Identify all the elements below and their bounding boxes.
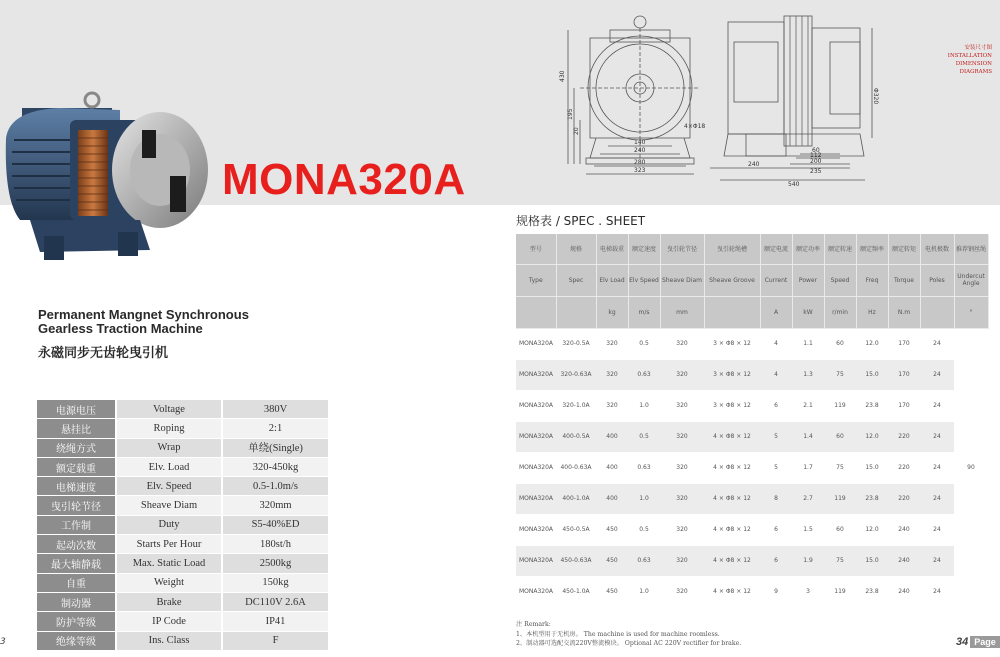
sheet-cell: 4 × Φ8 × 12 [704, 421, 760, 452]
dim-text: 540 [788, 181, 800, 188]
sheet-cell: 5 [760, 421, 792, 452]
sheet-cell: 320 [596, 359, 628, 390]
spec-row [37, 593, 328, 612]
sheet-cell: 24 [920, 359, 954, 390]
dim-text: 195 [567, 108, 574, 120]
spec-en: Sheave Diam [117, 496, 221, 515]
subtitle-line: Permanent Mangnet Synchronous [38, 307, 249, 322]
spec-en: Elv. Load [117, 458, 221, 477]
spec-val: 单绕(Single) [223, 439, 328, 458]
sheet-cell: 15.0 [856, 545, 888, 576]
spec-en: Duty [117, 516, 221, 535]
sheet-row [516, 514, 988, 545]
sheet-cell: MONA320A [516, 576, 556, 607]
sheet-cell: 320-1.0A [556, 390, 596, 421]
sheet-cell: 1.0 [628, 483, 660, 514]
sheet-header-cell: Power [792, 264, 824, 296]
spec-en: Weight [117, 574, 221, 593]
sheet-cell: 240 [888, 514, 920, 545]
sheet-cell: MONA320A [516, 390, 556, 421]
sheet-cell: 23.8 [856, 576, 888, 607]
sheet-cell: 75 [824, 452, 856, 483]
sheet-row [516, 421, 988, 452]
sheet-cell: 0.63 [628, 452, 660, 483]
sheet-cell: 320 [660, 421, 704, 452]
dim-text: 4×Φ18 [684, 123, 706, 130]
sheet-cell: 170 [888, 359, 920, 390]
sheet-cell: 24 [920, 421, 954, 452]
sheet-cell: 15.0 [856, 452, 888, 483]
sheet-header-cell: A [760, 296, 792, 328]
sheet-cell: 119 [824, 483, 856, 514]
sheet-row [516, 545, 988, 576]
spec-cn: 绝缘等级 [37, 632, 115, 651]
drawing-note-cn: 安装尺寸图 [964, 45, 992, 51]
sheet-cell: 12.0 [856, 328, 888, 359]
sheet-header-cell: 规格 [556, 234, 596, 264]
spec-en: IP Code [117, 612, 221, 631]
spec-en: Ins. Class [117, 632, 221, 651]
sheet-cell: 0.63 [628, 359, 660, 390]
spec-row [37, 477, 328, 496]
sheet-cell: 220 [888, 421, 920, 452]
sheet-cell: 170 [888, 390, 920, 421]
spec-cn: 额定载重 [37, 458, 115, 477]
sheet-cell: 6 [760, 390, 792, 421]
sheet-cell: 24 [920, 514, 954, 545]
sheet-cell: 450 [596, 576, 628, 607]
spec-list [37, 400, 328, 651]
sheet-header-cell: kg [596, 296, 628, 328]
spec-row [37, 535, 328, 554]
sheet-cell: 0.5 [628, 514, 660, 545]
model-title: MONA320A [222, 155, 466, 204]
drawing-note-en: INSTALLATION DIMENSION [947, 53, 992, 67]
sheet-cell: 119 [824, 390, 856, 421]
sheet-header-cell: N.m [888, 296, 920, 328]
sheet-cell: 320 [660, 545, 704, 576]
sheet-cell: 6 [760, 545, 792, 576]
sheet-cell: 15.0 [856, 359, 888, 390]
undercut-angle-value: 90 [954, 328, 988, 607]
sheet-header-cell: 额定速度 [628, 234, 660, 264]
spec-row [37, 554, 328, 573]
sheet-cell: 75 [824, 545, 856, 576]
sheet-header-cell: Spec [556, 264, 596, 296]
sheet-header-cell: 曳引轮绳槽 [704, 234, 760, 264]
sheet-header-cell: Torque [888, 264, 920, 296]
spec-row [37, 496, 328, 515]
drawing-note [918, 44, 992, 76]
spec-cn: 制动器 [37, 593, 115, 612]
sheet-cell: 23.8 [856, 483, 888, 514]
sheet-row [516, 390, 988, 421]
sheet-header-cell [920, 296, 954, 328]
dim-text: 112 [810, 152, 822, 159]
sheet-header-cell: 额定频率 [856, 234, 888, 264]
sheet-header-cell: 曳引轮节径 [660, 234, 704, 264]
sheet-cell: 320 [596, 328, 628, 359]
sheet-cell: 4 × Φ8 × 12 [704, 545, 760, 576]
spec-en: Roping [117, 419, 221, 438]
sheet-cell: 4 [760, 359, 792, 390]
sheet-header-cell: 额定转矩 [888, 234, 920, 264]
sheet-header-cell: m/s [628, 296, 660, 328]
sheet-cell: 6 [760, 514, 792, 545]
remark-line: 2、制动器可选配交流220V整流模块。 Optional AC 220V rectifier for brake. [516, 640, 742, 647]
sheet-header-cell: Sheave Groove [704, 264, 760, 296]
spec-en: Starts Per Hour [117, 535, 221, 554]
sheet-header-row [516, 234, 988, 264]
sheet-cell: 400 [596, 421, 628, 452]
page-number-left: 3 [0, 637, 6, 647]
sheet-cell: 400-0.63A [556, 452, 596, 483]
spec-en: Voltage [117, 400, 221, 419]
spec-cn: 最大轴静载 [37, 554, 115, 573]
sheet-cell: 0.5 [628, 421, 660, 452]
sheet-header-cell: Speed [824, 264, 856, 296]
spec-val: 320-450kg [223, 458, 328, 477]
spec-en: Max. Static Load [117, 554, 221, 573]
dim-text: 60 [812, 147, 820, 154]
sheet-header-cell: Type [516, 264, 556, 296]
spec-val: 180st/h [223, 535, 328, 554]
spec-val: F [223, 632, 328, 651]
sheet-header-cell: 电机极数 [920, 234, 954, 264]
sheet-cell: 119 [824, 576, 856, 607]
sheet-cell: 24 [920, 576, 954, 607]
dim-text: 140 [634, 139, 646, 146]
sheet-cell: 4 × Φ8 × 12 [704, 576, 760, 607]
sheet-cell: 4 [760, 328, 792, 359]
dim-text: 200 [810, 158, 822, 165]
sheet-cell: 450-1.0A [556, 576, 596, 607]
sheet-cell: 1.5 [792, 514, 824, 545]
sheet-cell: 320-0.63A [556, 359, 596, 390]
product-subtitle-cn: 永磁同步无齿轮曳引机 [38, 346, 169, 361]
sheet-cell: 220 [888, 483, 920, 514]
motor-illustration [0, 80, 215, 265]
spec-en: Brake [117, 593, 221, 612]
sheet-header-cell [556, 296, 596, 328]
remark-line: 1、本机型用于无机房。 The machine is used for machine roomless. [516, 630, 720, 638]
page-number-right [956, 636, 1000, 648]
spec-cn: 曳引轮节径 [37, 496, 115, 515]
spec-cn: 悬挂比 [37, 419, 115, 438]
sheet-cell: 320-0.5A [556, 328, 596, 359]
sheet-header-cell: Current [760, 264, 792, 296]
spec-cn: 自重 [37, 574, 115, 593]
dim-text: Φ320 [872, 88, 879, 105]
page-word: Page [970, 636, 1000, 648]
sheet-cell: 1.9 [792, 545, 824, 576]
sheet-header-cell: Hz [856, 296, 888, 328]
sheet-cell: 75 [824, 359, 856, 390]
sheet-cell: 320 [596, 390, 628, 421]
spec-row [37, 516, 328, 535]
sheet-cell: 1.0 [628, 576, 660, 607]
dim-text: 280 [634, 159, 646, 166]
spec-cn: 防护等级 [37, 612, 115, 631]
sheet-cell: 450-0.63A [556, 545, 596, 576]
sheet-row [516, 452, 988, 483]
sheet-header-cell: 电梯载重 [596, 234, 628, 264]
sheet-header-cell: ° [954, 296, 988, 328]
sheet-cell: 240 [888, 545, 920, 576]
spec-row [37, 574, 328, 593]
sheet-cell: 24 [920, 328, 954, 359]
sheet-cell: MONA320A [516, 359, 556, 390]
remark [516, 620, 741, 649]
spec-row [37, 612, 328, 631]
sheet-cell: 320 [660, 483, 704, 514]
sheet-cell: 2.1 [792, 390, 824, 421]
spec-val: 380V [223, 400, 328, 419]
sheet-cell: 4 × Φ8 × 12 [704, 514, 760, 545]
sheet-cell: 240 [888, 576, 920, 607]
sheet-cell: 320 [660, 452, 704, 483]
sheet-header-cell [704, 296, 760, 328]
sheet-cell: 400 [596, 483, 628, 514]
dim-text: 235 [810, 168, 822, 175]
spec-row [37, 419, 328, 438]
sheet-header-cell: r/min [824, 296, 856, 328]
sheet-header-cell: Sheave Diam [660, 264, 704, 296]
sheet-cell: MONA320A [516, 328, 556, 359]
spec-cn: 电源电压 [37, 400, 115, 419]
sheet-cell: 3 [792, 576, 824, 607]
drawing-note-en: DIAGRAMS [959, 69, 992, 75]
sheet-cell: 4 × Φ8 × 12 [704, 452, 760, 483]
sheet-cell: 400 [596, 452, 628, 483]
sheet-cell: 60 [824, 328, 856, 359]
sheet-cell: 9 [760, 576, 792, 607]
sheet-cell: 2.7 [792, 483, 824, 514]
spec-cn: 电梯速度 [37, 477, 115, 496]
sheet-header-cell: 额定电流 [760, 234, 792, 264]
sheet-cell: 4 × Φ8 × 12 [704, 483, 760, 514]
sheet-cell: MONA320A [516, 483, 556, 514]
spec-row [37, 632, 328, 651]
sheet-cell: MONA320A [516, 545, 556, 576]
sheet-cell: 0.63 [628, 545, 660, 576]
spec-en: Wrap [117, 439, 221, 458]
sheet-cell: 3 × Φ8 × 12 [704, 359, 760, 390]
sheet-row [516, 483, 988, 514]
spec-val: 320mm [223, 496, 328, 515]
sheet-cell: 320 [660, 514, 704, 545]
sheet-cell: 1.7 [792, 452, 824, 483]
sheet-header-cell: 推荐钢丝绳 [954, 234, 988, 264]
subtitle-line: Gearless Traction Machine [38, 321, 203, 336]
sheet-cell: 1.0 [628, 390, 660, 421]
spec-val: IP41 [223, 612, 328, 631]
spec-val: 0.5-1.0m/s [223, 477, 328, 496]
sheet-cell: 1.3 [792, 359, 824, 390]
sheet-header-row [516, 264, 988, 296]
sheet-header-cell: 额定功率 [792, 234, 824, 264]
sheet-cell: 0.5 [628, 328, 660, 359]
sheet-cell: 400-1.0A [556, 483, 596, 514]
spec-row [37, 400, 328, 419]
spec-sheet-table [516, 234, 989, 608]
sheet-cell: 320 [660, 359, 704, 390]
sheet-cell: 12.0 [856, 514, 888, 545]
sheet-cell: 320 [660, 576, 704, 607]
spec-row [37, 458, 328, 477]
sheet-cell: 24 [920, 390, 954, 421]
sheet-cell: 23.8 [856, 390, 888, 421]
sheet-cell: 12.0 [856, 421, 888, 452]
product-subtitle-en [38, 308, 249, 336]
dim-text: 323 [634, 167, 646, 174]
sheet-cell: 450 [596, 514, 628, 545]
sheet-cell: MONA320A [516, 452, 556, 483]
sheet-header-cell: Undercut Angle [954, 264, 988, 296]
dim-text: 240 [748, 161, 760, 168]
sheet-row [516, 576, 988, 607]
dim-text: 20 [573, 127, 580, 135]
sheet-cell: 320 [660, 328, 704, 359]
spec-val: DC110V 2.6A [223, 593, 328, 612]
sheet-header-cell: Elv Load [596, 264, 628, 296]
sheet-cell: 170 [888, 328, 920, 359]
sheet-cell: MONA320A [516, 421, 556, 452]
sheet-cell: 60 [824, 514, 856, 545]
spec-cn: 起动次数 [37, 535, 115, 554]
sheet-cell: 320 [660, 390, 704, 421]
sheet-cell: 8 [760, 483, 792, 514]
installation-drawing [560, 8, 890, 193]
dim-text: 240 [634, 147, 646, 154]
sheet-cell: MONA320A [516, 514, 556, 545]
spec-sheet-title: 规格表 / SPEC . SHEET [516, 214, 646, 228]
spec-val: S5-40%ED [223, 516, 328, 535]
sheet-cell: 450 [596, 545, 628, 576]
spec-val: 2:1 [223, 419, 328, 438]
sheet-header-cell: 额定转速 [824, 234, 856, 264]
spec-en: Elv. Speed [117, 477, 221, 496]
sheet-header-cell: Elv Speed [628, 264, 660, 296]
sheet-header-cell: 型号 [516, 234, 556, 264]
page-number: 34 [956, 636, 969, 648]
sheet-cell: 1.1 [792, 328, 824, 359]
spec-cn: 工作制 [37, 516, 115, 535]
sheet-cell: 24 [920, 483, 954, 514]
sheet-cell: 5 [760, 452, 792, 483]
spec-val: 150kg [223, 574, 328, 593]
sheet-cell: 220 [888, 452, 920, 483]
sheet-header-row [516, 296, 988, 328]
spec-row [37, 439, 328, 458]
spec-cn: 绕绳方式 [37, 439, 115, 458]
sheet-header-cell: mm [660, 296, 704, 328]
sheet-cell: 3 × Φ8 × 12 [704, 390, 760, 421]
sheet-cell: 1.4 [792, 421, 824, 452]
sheet-row [516, 359, 988, 390]
sheet-cell: 400-0.5A [556, 421, 596, 452]
dim-text: 430 [559, 70, 566, 82]
sheet-header-cell: Poles [920, 264, 954, 296]
sheet-header-cell: Freq [856, 264, 888, 296]
sheet-header-cell: kW [792, 296, 824, 328]
sheet-cell: 3 × Φ8 × 12 [704, 328, 760, 359]
sheet-header-cell [516, 296, 556, 328]
sheet-cell: 24 [920, 545, 954, 576]
remark-title: 注 Remark: [516, 621, 551, 628]
spec-val: 2500kg [223, 554, 328, 573]
sheet-cell: 24 [920, 452, 954, 483]
sheet-row [516, 328, 988, 359]
sheet-cell: 60 [824, 421, 856, 452]
sheet-cell: 450-0.5A [556, 514, 596, 545]
